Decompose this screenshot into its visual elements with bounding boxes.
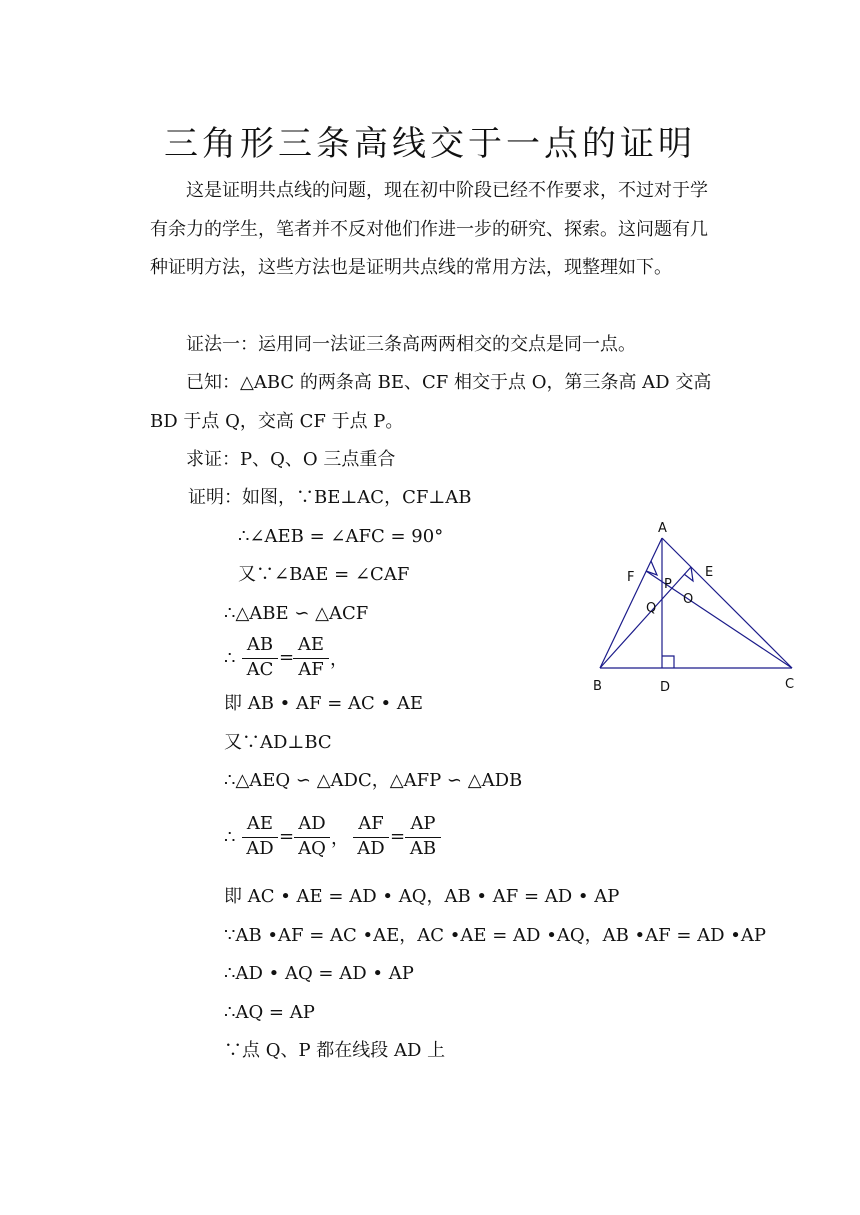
given-statement: 已知：△ABC 的两条高 BE、CF 相交于点 O，第三条高 AD 交高 BD 于点 Q，交高 CF 于点 P。 xyxy=(150,372,712,432)
equals-sign: = xyxy=(390,826,406,847)
fraction-denominator: AQ xyxy=(298,838,326,859)
fraction-numerator: AD xyxy=(298,813,326,834)
proof-line-5: 即 AB • AF = AC • AE xyxy=(224,693,423,714)
proof-line-1: 证明：如图，∵BE⊥AC，CF⊥AB xyxy=(188,487,472,508)
figure-lines xyxy=(600,538,792,668)
point-label-o: O xyxy=(683,592,694,607)
proof-line-2: ∴∠AEB = ∠AFC = 90° xyxy=(238,526,444,547)
proof-line-8: 即 AC • AE = AD • AQ，AB • AF = AD • AP xyxy=(224,886,620,907)
proof-line-3: 又∵∠BAE = ∠CAF xyxy=(238,564,410,585)
right-angle-mark-f xyxy=(646,561,657,575)
fraction-denominator: AF xyxy=(298,659,324,680)
comma: ， xyxy=(331,828,349,849)
proof-line-10: ∴AD • AQ = AD • AP xyxy=(224,963,414,984)
vertex-label-c: C xyxy=(785,677,795,692)
fraction-numerator: AE xyxy=(246,813,274,834)
proof-line-12: ∵点 Q、P 都在线段 AD 上 xyxy=(224,1040,446,1061)
side-ac xyxy=(662,538,792,668)
proof-line-4: ∴△ABE ∽ △ACF xyxy=(224,603,369,624)
altitude-cf xyxy=(646,571,792,668)
vertex-label-b: B xyxy=(593,679,602,694)
fraction-denominator: AD xyxy=(246,838,274,859)
intro-paragraph: 这是证明共点线的问题，现在初中阶段已经不作要求，不过对于学有余力的学生，笔者并不反对他们作进一步的研究、探索。这问题有几种证明方法，这些方法也是证明共点线的常用方法，现整理如下。 xyxy=(150,180,708,278)
page-title: 三角形三条高线交于一点的证明 xyxy=(164,124,696,164)
fraction-denominator: AD xyxy=(357,838,385,859)
proof-line-11: ∴AQ = AP xyxy=(224,1002,315,1023)
altitude-be xyxy=(600,567,694,668)
therefore-symbol: ∴ xyxy=(224,827,236,848)
point-label-p: P xyxy=(664,577,672,592)
foot-label-d: D xyxy=(660,680,671,695)
fraction-numerator: AF xyxy=(358,813,384,834)
equals-sign: = xyxy=(279,647,295,668)
proof-line-6: 又∵AD⊥BC xyxy=(224,732,332,753)
fraction-numerator: AE xyxy=(297,634,325,655)
proof-line-7: ∴△AEQ ∽ △ADC，△AFP ∽ △ADB xyxy=(224,770,523,791)
right-angle-mark-e xyxy=(684,567,693,581)
method-one-heading: 证法一：运用同一法证三条高两两相交的交点是同一点。 xyxy=(186,334,636,355)
foot-label-f: F xyxy=(627,570,635,585)
equals-sign: = xyxy=(279,826,295,847)
side-ab xyxy=(600,538,662,668)
fraction-numerator: AB xyxy=(246,634,274,655)
comma: ， xyxy=(330,649,348,670)
point-label-q: Q xyxy=(646,601,657,616)
right-angle-mark-d xyxy=(662,656,674,668)
proof-line-9: ∵AB •AF = AC •AE，AC •AE = AD •AQ，AB •AF = AD •AP xyxy=(224,925,767,946)
foot-label-e: E xyxy=(705,565,714,580)
fraction-denominator: AB xyxy=(409,838,437,859)
vertex-label-a: A xyxy=(658,521,667,536)
prove-statement: 求证：P、Q、O 三点重合 xyxy=(186,449,396,470)
fraction-numerator: AP xyxy=(410,813,436,834)
therefore-symbol: ∴ xyxy=(224,648,236,669)
fraction-denominator: AC xyxy=(246,659,274,680)
